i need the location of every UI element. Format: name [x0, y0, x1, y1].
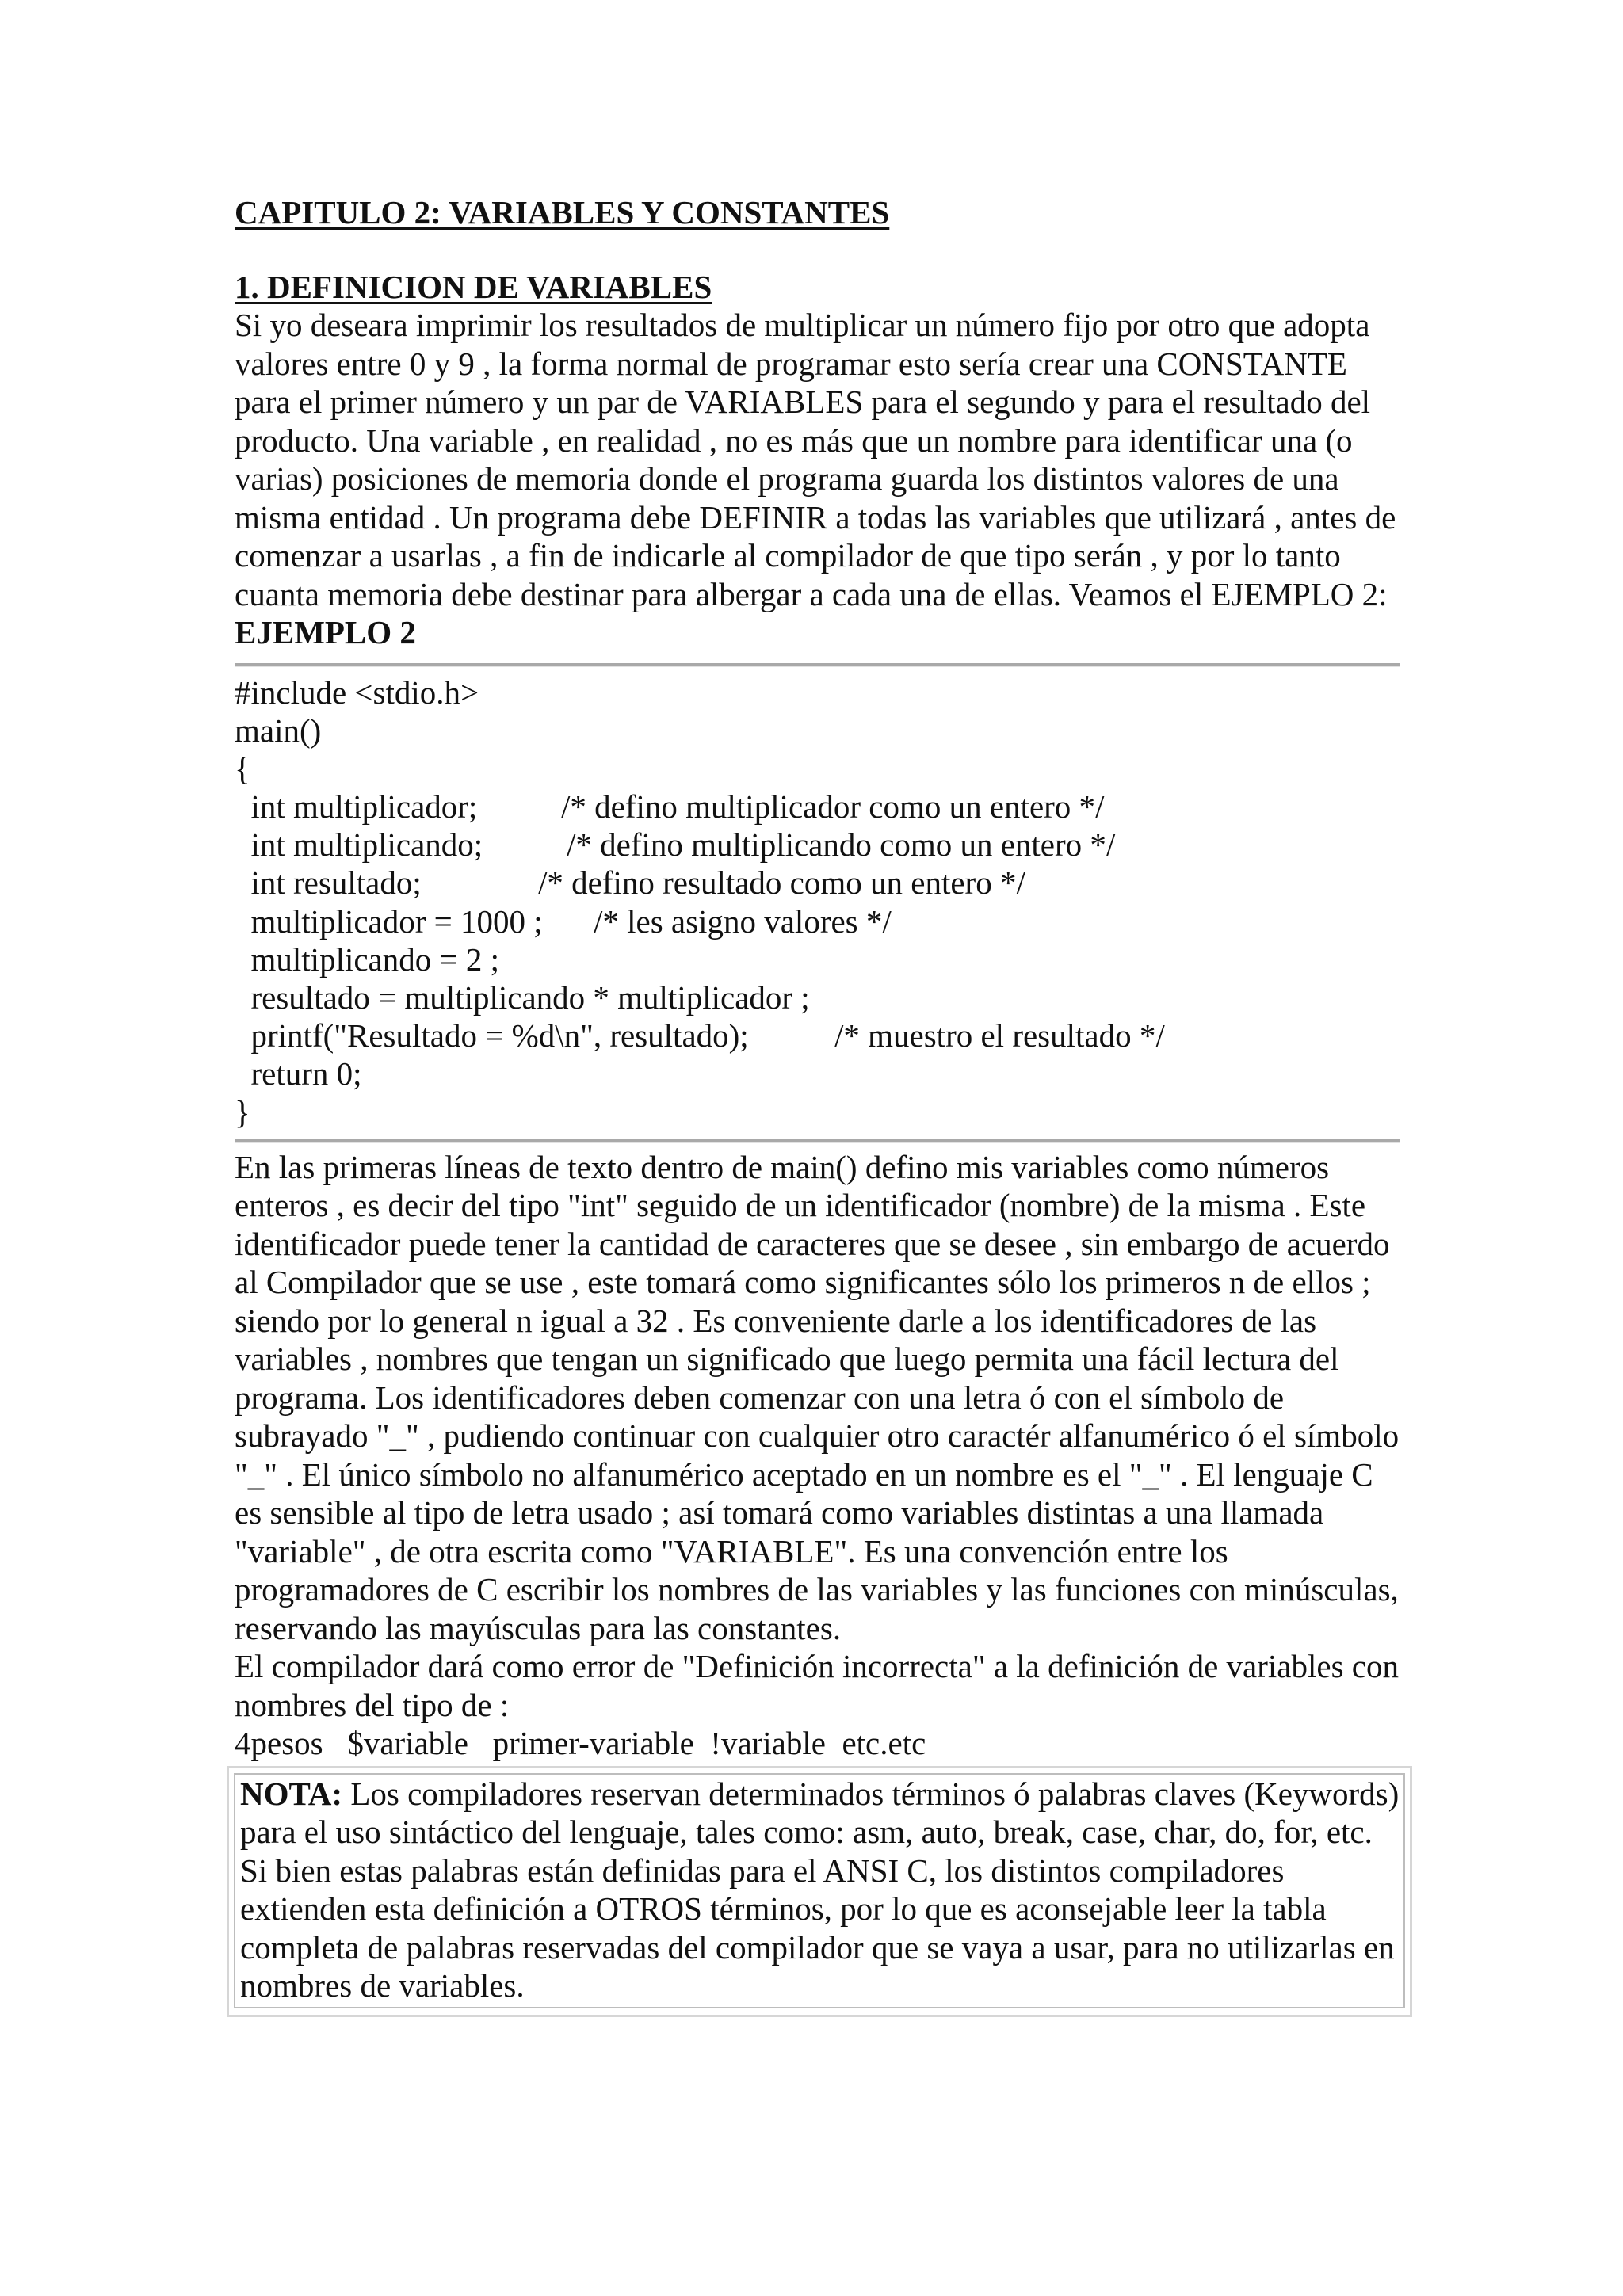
code-line [235, 902, 1400, 940]
code-comment: /* defino multiplicador como un entero */ [561, 788, 1105, 826]
code-comment: /* muestro el resultado */ [834, 1017, 1165, 1055]
code-line [235, 1093, 1400, 1131]
note-box [227, 1766, 1412, 2017]
code-line [235, 711, 1400, 749]
code-line [235, 788, 1400, 826]
chapter-title: CAPITULO 2: VARIABLES Y CONSTANTES [235, 194, 890, 231]
code-line [235, 1016, 1400, 1055]
note-text: Los compiladores reservan determinados términos ó palabras claves (Keywords) para el uso sintáctico del lenguaje, tales como: asm, auto, break, case, char, do, for, etc. Si bien estas palabras están definidas para el ANSI C, los distintos compiladores extienden esta definición a OTROS términos, por lo que es aconsejable leer la tabla completa de palabras reservadas del compilador que se vaya a usar, para no utilizarlas en nombres de variables. [240, 1775, 1400, 2004]
code-line [235, 749, 1400, 788]
code-text: int resultado; [235, 864, 422, 902]
code-text: } [235, 1093, 250, 1131]
code-text: int multiplicador; [235, 788, 478, 826]
code-text: { [235, 749, 250, 787]
code-line [235, 940, 1400, 978]
section-title: 1. DEFINICION DE VARIABLES [235, 269, 712, 305]
code-block [235, 667, 1400, 1131]
note-content [234, 1773, 1405, 2008]
example-title: EJEMPLO 2 [235, 614, 416, 650]
intro-paragraph: Si yo deseara imprimir los resultados de multiplicar un número fijo por otro que adopta valores entre 0 y 9 , la forma normal de programar esto sería crear una CONSTANTE para el primer número y un par de VARIABLES para el segundo y para el resultado del producto. Una variable , en realidad , no es más que un nombre para identificar una (o varias) posiciones de memoria donde el programa guarda los distintos valores de una misma entidad . Un programa debe DEFINIR a todas las variables que utilizará , antes de comenzar a usarlas , a fin de indicarle al compilador de que tipo serán , y por lo tanto cuanta memoria debe destinar para albergar a cada una de ellas. Veamos el EJEMPLO 2: [235, 307, 1396, 612]
code-line [235, 978, 1400, 1016]
code-text: multiplicador = 1000 ; [235, 902, 543, 940]
code-text: printf("Resultado = %d\n", resultado); [235, 1017, 749, 1055]
code-comment: /* defino multiplicando como un entero */ [567, 826, 1116, 864]
code-text: return 0; [235, 1055, 362, 1093]
note-label: NOTA: [240, 1775, 343, 1812]
code-text: main() [235, 711, 322, 749]
code-line [235, 673, 1400, 711]
code-line [235, 1055, 1400, 1093]
code-text: int multiplicando; [235, 826, 483, 864]
code-bottom-divider [235, 1139, 1400, 1143]
document-page [235, 193, 1400, 2017]
code-line [235, 826, 1400, 864]
code-text: multiplicando = 2 ; [235, 940, 500, 978]
code-text: resultado = multiplicando * multiplicador ; [235, 979, 810, 1016]
error-paragraph: El compilador dará como error de "Definición incorrecta" a la definición de variables con nombres del tipo de : [235, 1648, 1399, 1723]
code-comment: /* defino resultado como un entero */ [538, 864, 1025, 902]
invalid-identifier-examples: 4pesos $variable primer-variable !variable etc.etc [235, 1725, 926, 1762]
code-line [235, 864, 1400, 902]
code-comment: /* les asigno valores */ [594, 902, 892, 940]
explanation-paragraph: En las primeras líneas de texto dentro de main() defino mis variables como números enteros , es decir del tipo "int" seguido de un identificador (nombre) de la misma . Este identificador puede tener la cantidad de caracteres que se desee , sin embargo de acuerdo al Compilador que se use , este tomará como significantes sólo los primeros n de ellos ; siendo por lo general n igual a 32 . Es conveniente darle a los identificadores de las variables , nombres que tengan un significado que luego permita una fácil lectura del programa. Los identificadores deben comenzar con una letra ó con el símbolo de subrayado "_" , pudiendo continuar con cualquier otro caractér alfanumérico ó el símbolo "_" . El único símbolo no alfanumérico aceptado en un nombre es el "_" . El lenguaje C es sensible al tipo de letra usado ; así tomará como variables distintas a una llamada "variable" , de otra escrita como "VARIABLE". Es una convención entre los programadores de C escribir los nombres de las variables y las funciones con minúsculas, reservando las mayúsculas para las constantes. [235, 1148, 1400, 1646]
code-text: #include <stdio.h> [235, 673, 479, 711]
